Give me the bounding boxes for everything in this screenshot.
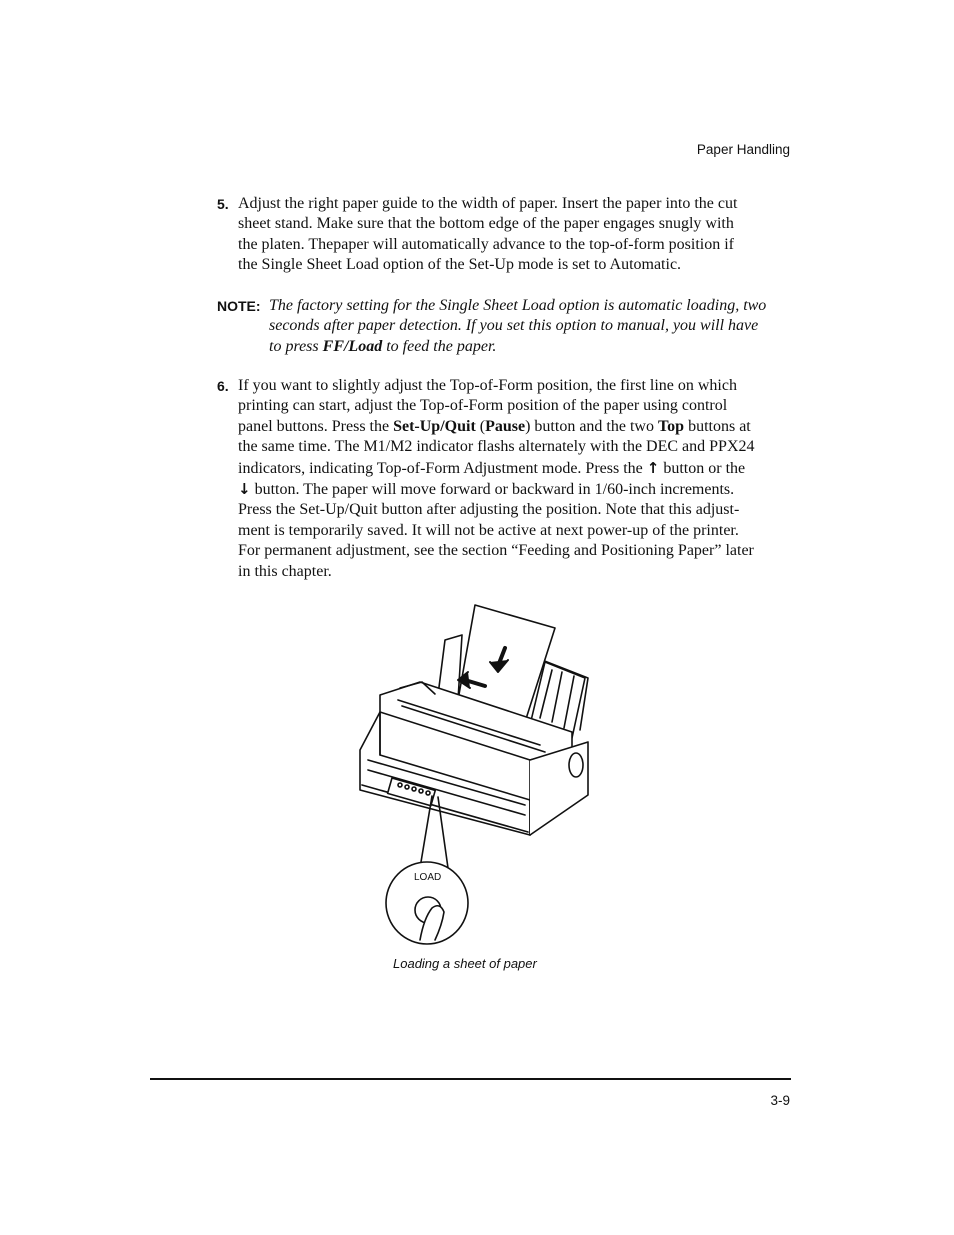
step-line: For permanent adjustment, see the section “Feeding and Positioning Paper” later <box>238 542 754 560</box>
note-label: NOTE: <box>217 298 261 314</box>
note-line: The factory setting for the Single Sheet Load option is automatic loading, two <box>269 297 767 314</box>
step-line: the same time. The M1/M2 indicator flashs alternately with the DEC and PPX24 <box>238 438 755 456</box>
top-key: Top <box>657 417 685 435</box>
step-line: Adjust the right paper guide to the width of paper. Insert the paper into the cut <box>238 195 738 212</box>
setup-quit-key: Set-Up/Quit <box>393 417 476 435</box>
step-text <box>238 376 792 582</box>
note-block <box>217 296 792 357</box>
step-line: the platen. Thepaper will automatically advance to the top-of-form position if <box>238 235 734 253</box>
note-text-run: to press <box>269 337 323 355</box>
text-run: ( <box>475 417 486 435</box>
step-line <box>238 458 792 479</box>
step-line: If you want to slightly adjust the Top-of-Form position, the first line on which <box>238 377 737 394</box>
arrow-down-icon: ↓ <box>238 480 251 499</box>
pause-key: Pause <box>485 417 526 435</box>
step-5 <box>217 194 792 276</box>
note-line <box>269 337 792 357</box>
text-run: indicators, indicating Top-of-Form Adjustment mode. Press the <box>238 459 647 477</box>
step-line: the Single Sheet Load option of the Set-Up mode is set to Automatic. <box>238 256 682 274</box>
step-line: ment is temporarily saved. It will not be active at next power-up of the printer. <box>238 521 739 539</box>
ff-load-key: FF/Load <box>322 337 383 355</box>
step-6 <box>217 376 792 582</box>
text-run: ) button and the two <box>525 417 658 435</box>
text-run: button or the <box>659 459 746 477</box>
arrow-up-icon: ↑ <box>646 458 660 477</box>
figure-caption: Loading a sheet of paper <box>393 956 537 971</box>
note-text <box>269 296 792 357</box>
text-run: button. The paper will move forward or backward in 1/60-inch increments. <box>250 481 735 499</box>
footer-rule <box>150 1078 791 1080</box>
step-line: sheet stand. Make sure that the bottom edge of the paper engages snugly with <box>238 215 734 233</box>
step-line: in this chapter. <box>238 562 332 580</box>
step-line <box>238 417 792 437</box>
running-header: Paper Handling <box>696 142 790 157</box>
step-line: printing can start, adjust the Top-of-Form position of the paper using control <box>238 397 728 415</box>
step-line: Press the Set-Up/Quit button after adjusting the position. Note that this adjust- <box>238 501 740 519</box>
step-number: 6. <box>217 378 229 394</box>
text-run: panel buttons. Press the <box>238 417 394 435</box>
step-line <box>238 479 792 500</box>
note-text-run: to feed the paper. <box>382 337 497 355</box>
step-number: 5. <box>217 196 229 212</box>
printer-illustration <box>340 600 600 945</box>
load-button-label: LOAD <box>414 872 442 883</box>
step-text <box>238 194 792 276</box>
page-number: 3-9 <box>770 1093 790 1108</box>
text-run: buttons at <box>684 417 751 435</box>
printer-loading-illustration-icon <box>340 600 600 945</box>
note-line: seconds after paper detection. If you set this option to manual, you will have <box>269 317 759 335</box>
